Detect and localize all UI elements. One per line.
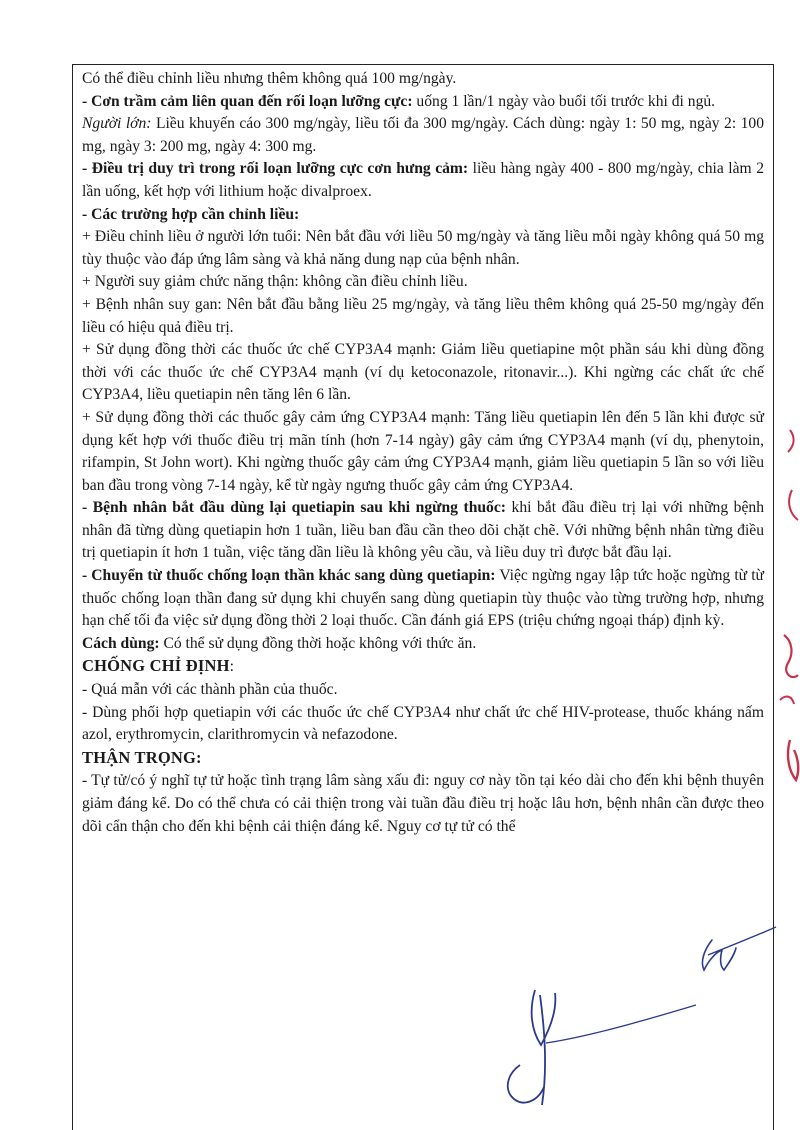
text-run: - Bệnh nhân bắt đầu dùng lại quetiapin sau khi ngừng thuốc: [82,499,506,517]
text-run: CHỐNG CHỈ ĐỊNH [82,656,230,676]
text-run: - Chuyển từ thuốc chống loạn thần khác sang dùng quetiapin: [82,567,496,585]
paragraph-p10 [82,407,764,497]
text-run: - Cơn trầm cảm liên quan đến rối loạn lưỡng cực: [82,92,413,110]
red-stamp-mark [770,420,800,800]
text-run: - Dùng phối hợp quetiapin với các thuốc ức chế CYP3A4 như chất ức chế HIV-protease, thuốc kháng nấm azol, erythromycin, clarithromycin và nefazodone. [82,703,764,744]
text-run: THẬN TRỌNG: [82,747,202,767]
text-run: - Tự tử/có ý nghĩ tự tử hoặc tình trạng lâm sàng xấu đi: nguy cơ này tồn tại kéo dài cho đến khi bệnh thuyên giảm đáng kể. Do có thể chưa có cải thiện trong vài tuần đầu điều trị hoặc lâu hơn, bệnh nhân cần được theo dõi cẩn thận cho đến khi bệnh cải thiện đáng kể. Nguy cơ tự tử có thể [82,772,764,835]
signature-icon [480,925,780,1129]
paragraph-p5 [82,204,764,227]
text-run: + Điều chỉnh liều ở người lớn tuổi: Nên bắt đầu với liều 50 mg/ngày và tăng liều mỗi ngày không quá 50 mg tùy thuộc vào đáp ứng lâm sàng và khả năng dung nạp của bệnh nhân. [82,228,764,268]
document-body [82,68,764,838]
paragraph-p12 [82,565,764,633]
text-run: - Quá mẫn với các thành phần của thuốc. [82,681,338,699]
text-run: Người lớn: [82,115,152,133]
text-run: + Người suy giảm chức năng thận: không cần điều chỉnh liều. [82,273,468,291]
text-run: - Các trường hợp cần chỉnh liều: [82,205,300,223]
paragraph-p2 [82,91,764,114]
text-run: Việc ngừng ngay lập tức hoặc ngừng từ từ thuốc chống loạn thần đang sử dụng khi chuyển sang dùng quetiapin tùy thuộc vào từng trường hợp, nhưng hạn chế tối đa việc sử dụng đồng thời 2 loại thuốc. Cần đánh giá EPS (triệu chứng ngoại tháp) định kỳ. [82,567,764,630]
paragraph-p4 [82,158,764,203]
paragraph-p16 [82,702,764,747]
paragraph-p14 [82,655,764,679]
text-run: liều hàng ngày 400 - 800 mg/ngày, chia làm 2 lần uống, kết hợp với lithium hoặc divalproex. [82,160,764,200]
paragraph-p9 [82,339,764,407]
paragraph-p7 [82,271,764,294]
text-run: + Sử dụng đồng thời các thuốc gây cảm ứng CYP3A4 mạnh: Tăng liều quetiapin lên đến 5 lần khi được sử dụng kết hợp với thuốc điều trị mãn tính (hơn 7-14 ngày) gây cảm ứng CYP3A4 mạnh (ví dụ, phenytoin, rifampin, St John wort). Khi ngừng thuốc gây cảm ứng CYP3A4 mạnh, giảm liều quetiapin 5 lần so với liều ban đầu trong vòng 7-14 ngày, kể từ ngày ngưng thuốc gây cảm ứng CYP3A4. [82,408,764,494]
text-run: + Sử dụng đồng thời các thuốc ức chế CYP3A4 mạnh: Giảm liều quetiapine một phần sáu khi dùng đồng thời với các thuốc ức chế CYP3A4 mạnh (ví dụ ketoconazole, ritonavir...). Khi ngừng các chất ức chế CYP3A4, liều quetiapin nên tăng lên 6 lần. [82,341,764,404]
paragraph-p15 [82,679,764,702]
paragraph-p8 [82,294,764,339]
text-run: Cách dùng: [82,634,160,652]
text-run: uống 1 lần/1 ngày vào buổi tối trước khi đi ngủ. [412,92,716,110]
paragraph-p13 [82,633,764,656]
text-run: Liều khuyến cáo 300 mg/ngày, liều tối đa 300 mg/ngày. Cách dùng: ngày 1: 50 mg, ngày 2: 100 mg, ngày 3: 200 mg, ngày 4: 300 mg. [82,115,765,155]
text-run: + Bệnh nhân suy gan: Nên bắt đầu bằng liều 25 mg/ngày, và tăng liều thêm không quá 25-50 mg/ngày đến liều có hiệu quả điều trị. [82,295,764,336]
text-run: - Điều trị duy trì trong rối loạn lưỡng cực cơn hưng cảm: [82,160,469,178]
paragraph-p11 [82,497,764,565]
text-run: : [229,658,234,676]
text-run: khi bắt đầu điều trị lại với những bệnh nhân đã từng dùng quetiapin hơn 1 tuần, liều ban đầu cần theo dõi chặt chẽ. Với những bệnh nhân từng điều trị quetiapin ít hơn 1 tuần, việc tăng dần liều là không yêu cầu, và liều duy trì được bắt đầu lại. [82,499,764,562]
text-run: Có thể điều chỉnh liều nhưng thêm không quá 100 mg/ngày. [82,70,457,87]
paragraph-p1 [82,68,764,91]
paragraph-p17 [82,747,764,771]
paragraph-p18 [82,770,764,838]
text-run: Có thể sử dụng đồng thời hoặc không với thức ăn. [159,634,477,652]
paragraph-p6 [82,226,764,271]
paragraph-p3 [82,113,764,158]
